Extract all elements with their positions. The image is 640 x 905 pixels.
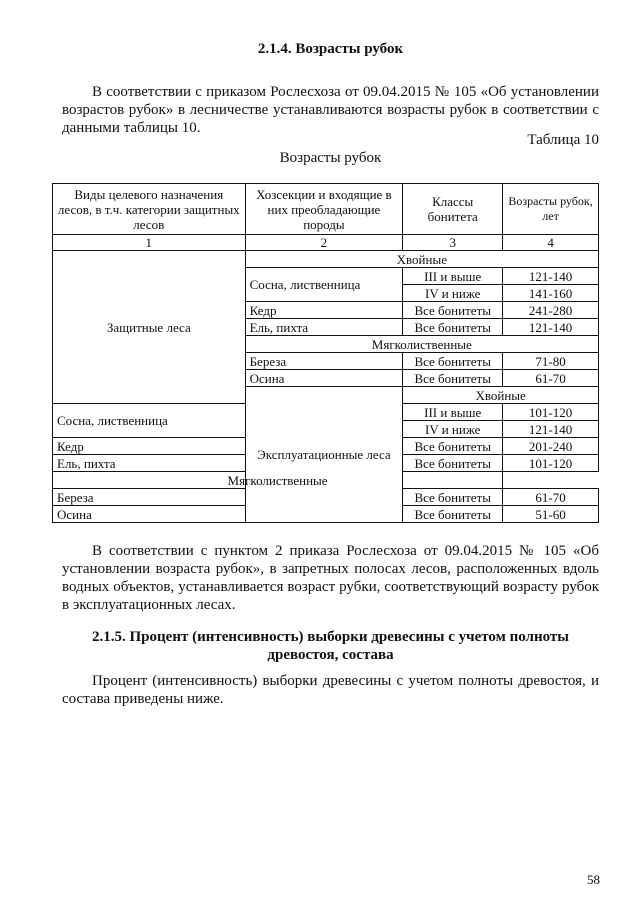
site-class-cell: IV и ниже (403, 285, 503, 302)
species-cell: Сосна, лиственница (53, 404, 246, 438)
age-cell: 121-140 (503, 268, 599, 285)
column-number: 3 (403, 235, 503, 251)
site-class-cell: Все бонитеты (403, 506, 503, 523)
subgroup-coniferous: Хвойные (403, 387, 599, 404)
age-cell: 241-280 (503, 302, 599, 319)
site-class-cell: Все бонитеты (403, 489, 503, 506)
section-title: 2.1.4. Возрасты рубок (257, 41, 404, 57)
age-cell: 61-70 (503, 370, 599, 387)
age-cell: 101-120 (503, 455, 599, 472)
column-number: 1 (53, 235, 246, 251)
subgroup-coniferous: Хвойные (245, 251, 598, 268)
species-cell: Ель, пихта (245, 319, 403, 336)
paragraph-water-zones: В соответствии с пунктом 2 приказа Рослесхоза от 09.04.2015 № 105 «Об установлении возраста рубок», в запретных полосах лесов, расположенных вдоль водных объектов, устанавливается возраст рубки, соответствующий возрасту рубок в эксплуатационных лесах. (62, 543, 599, 613)
site-class-cell: III и выше (403, 268, 503, 285)
table-row (53, 251, 599, 268)
column-number: 4 (503, 235, 599, 251)
header-cutting-age: Возрасты рубок, лет (503, 184, 599, 235)
species-cell: Береза (245, 353, 403, 370)
paragraph-selection-percent: Процент (интенсивность) выборки древесины с учетом полноты древостоя, и состава приведены ниже. (62, 673, 599, 707)
age-cell: 141-160 (503, 285, 599, 302)
header-species: Хозсекции и входящие в них преобладающие породы (245, 184, 403, 235)
table-header-row (53, 184, 599, 235)
age-cell: 101-120 (503, 404, 599, 421)
species-cell: Ель, пихта (53, 455, 246, 472)
species-cell: Осина (53, 506, 246, 523)
subgroup-softwood: Мягколиственные (53, 472, 503, 489)
cutting-age-table (52, 183, 599, 523)
section-title-2: 2.1.5. Процент (интенсивность) выборки древесины с учетом полноты древостоя, состава (92, 629, 569, 663)
site-class-cell: Все бонитеты (403, 319, 503, 336)
site-class-cell: Все бонитеты (403, 438, 503, 455)
age-cell: 121-140 (503, 421, 599, 438)
species-cell: Береза (53, 489, 246, 506)
header-forest-purpose: Виды целевого назначения лесов, в т.ч. категории защитных лесов (53, 184, 246, 235)
site-class-cell: Все бонитеты (403, 353, 503, 370)
species-cell: Кедр (53, 438, 246, 455)
table-caption: Таблица 10 (527, 132, 599, 148)
site-class-cell: Все бонитеты (403, 455, 503, 472)
column-number-row (53, 235, 599, 251)
page-number: 58 (587, 872, 600, 887)
age-cell: 121-140 (503, 319, 599, 336)
species-cell: Осина (245, 370, 403, 387)
intro-paragraph: В соответствии с приказом Рослесхоза от 09.04.2015 № 105 «Об установлении возрастов рубок» в лесничестве устанавливаются возрасты рубок в соответствии с данными таблицы 10. (62, 84, 599, 136)
site-class-cell: Все бонитеты (403, 370, 503, 387)
subgroup-softwood: Мягколиственные (245, 336, 598, 353)
group-name-protective: Защитные леса (53, 251, 246, 404)
age-cell: 201-240 (503, 438, 599, 455)
header-site-class: Классы бонитета (403, 184, 503, 235)
table-row (53, 472, 599, 489)
column-number: 2 (245, 235, 403, 251)
age-cell: 51-60 (503, 506, 599, 523)
site-class-cell: III и выше (403, 404, 503, 421)
age-cell: 61-70 (503, 489, 599, 506)
species-cell: Кедр (245, 302, 403, 319)
age-cell: 71-80 (503, 353, 599, 370)
site-class-cell: IV и ниже (403, 421, 503, 438)
species-cell: Сосна, лиственница (245, 268, 403, 302)
site-class-cell: Все бонитеты (403, 302, 503, 319)
group-name-exploitation: Эксплуатационные леса (245, 387, 403, 523)
table-title: Возрасты рубок (279, 150, 382, 166)
